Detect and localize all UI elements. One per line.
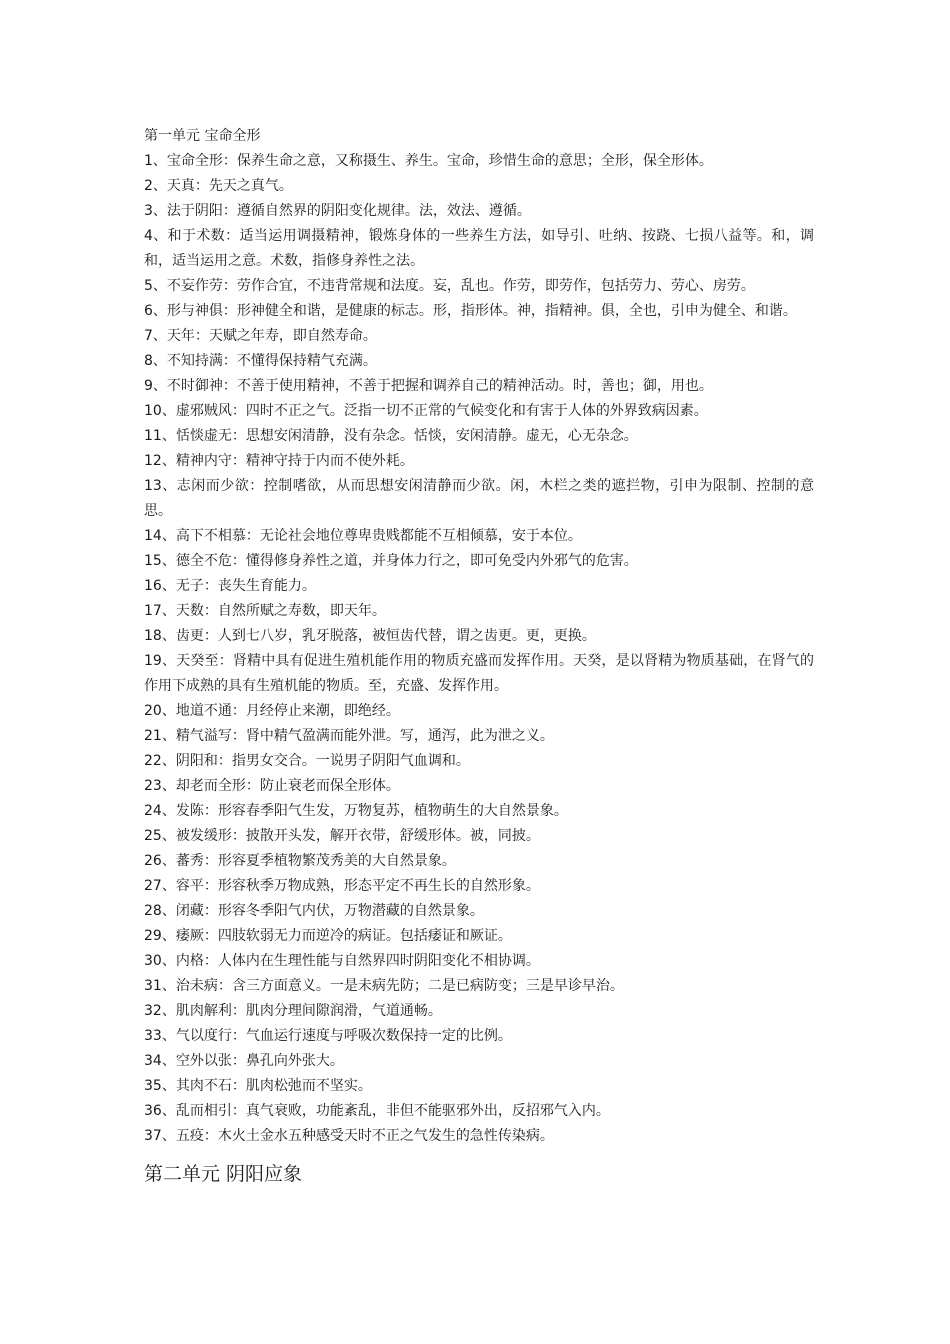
glossary-entry: 30、内格：人体内在生理性能与自然界四时阴阳变化不相协调。 bbox=[144, 953, 540, 969]
glossary-entry: 6、形与神俱：形神健全和谐，是健康的标志。形，指形体。神，指精神。俱，全也，引申为健全、和谐。 bbox=[144, 303, 797, 319]
glossary-entry: 22、阴阳和：指男女交合。一说男子阴阳气血调和。 bbox=[144, 753, 470, 769]
glossary-entry: 35、其肉不石：肌肉松弛而不坚实。 bbox=[144, 1078, 372, 1094]
glossary-entry: 4、和于术数：适当运用调摄精神，锻炼身体的一些养生方法，如导引、吐纳、按跷、七损八益等。和，调和，适当运用之意。术数，指修身养性之法。 bbox=[144, 228, 814, 269]
glossary-entry: 14、高下不相慕：无论社会地位尊卑贵贱都能不互相倾慕，安于本位。 bbox=[144, 528, 582, 544]
glossary-entry: 27、容平：形容秋季万物成熟，形态平定不再生长的自然形象。 bbox=[144, 878, 540, 894]
glossary-entry: 19、天癸至：肾精中具有促进生殖机能作用的物质充盛而发挥作用。天癸，是以肾精为物质基础，在肾气的作用下成熟的具有生殖机能的物质。至，充盛、发挥作用。 bbox=[144, 653, 814, 694]
glossary-entry: 10、虚邪贼风：四时不正之气。泛指一切不正常的气候变化和有害于人体的外界致病因素。 bbox=[144, 403, 708, 419]
glossary-entry: 21、精气溢写：肾中精气盈满而能外泄。写，通泻，此为泄之义。 bbox=[144, 728, 554, 744]
glossary-entry: 26、蕃秀：形容夏季植物繁茂秀美的大自然景象。 bbox=[144, 853, 456, 869]
glossary-entry: 12、精神内守：精神守持于内而不使外耗。 bbox=[144, 453, 414, 469]
glossary-entry: 9、不时御神：不善于使用精神，不善于把握和调养自己的精神活动。时，善也；御，用也。 bbox=[144, 378, 713, 394]
glossary-entry: 11、恬惔虚无：思想安闲清静，没有杂念。恬惔，安闲清静。虚无，心无杂念。 bbox=[144, 428, 638, 444]
glossary-entry: 34、空外以张：鼻孔向外张大。 bbox=[144, 1053, 344, 1069]
glossary-entry: 13、志闲而少欲：控制嗜欲，从而思想安闲清静而少欲。闲，木栏之类的遮拦物，引申为限制、控制的意思。 bbox=[144, 478, 814, 519]
glossary-entry: 7、天年：天赋之年寿，即自然寿命。 bbox=[144, 328, 377, 344]
glossary-entry: 36、乱而相引：真气衰败，功能紊乱，非但不能驱邪外出，反招邪气入内。 bbox=[144, 1103, 610, 1119]
document-page bbox=[144, 124, 814, 1189]
glossary-entry: 33、气以度行：气血运行速度与呼吸次数保持一定的比例。 bbox=[144, 1028, 512, 1044]
glossary-entry: 17、天数：自然所赋之寿数，即天年。 bbox=[144, 603, 386, 619]
glossary-entry: 8、不知持满：不懂得保持精气充满。 bbox=[144, 353, 377, 369]
glossary-entry: 1、宝命全形：保养生命之意，又称摄生、养生。宝命，珍惜生命的意思；全形，保全形体。 bbox=[144, 153, 713, 169]
glossary-entry: 24、发陈：形容春季阳气生发，万物复苏，植物萌生的大自然景象。 bbox=[144, 803, 568, 819]
unit-1-title: 第一单元 宝命全形 bbox=[144, 128, 261, 144]
glossary-entry: 32、肌肉解利：肌肉分理间隙润滑，气道通畅。 bbox=[144, 1003, 442, 1019]
glossary-entry: 18、齿更：人到七八岁，乳牙脱落，被恒齿代替，谓之齿更。更，更换。 bbox=[144, 628, 596, 644]
glossary-entry: 5、不妄作劳：劳作合宜，不违背常规和法度。妄，乱也。作劳，即劳作，包括劳力、劳心、房劳。 bbox=[144, 278, 755, 294]
glossary-entry: 25、被发缓形：披散开头发，解开衣带，舒缓形体。被，同披。 bbox=[144, 828, 540, 844]
glossary-entry: 28、闭藏：形容冬季阳气内伏，万物潜藏的自然景象。 bbox=[144, 903, 484, 919]
glossary-entry: 29、痿厥：四肢软弱无力而逆冷的病证。包括痿证和厥证。 bbox=[144, 928, 512, 944]
glossary-entry: 31、治未病：含三方面意义。一是未病先防；二是已病防变；三是早诊早治。 bbox=[144, 978, 624, 994]
glossary-list bbox=[144, 149, 814, 1149]
glossary-entry: 3、法于阴阳：遵循自然界的阴阳变化规律。法，效法、遵循。 bbox=[144, 203, 531, 219]
glossary-entry: 16、无子：丧失生育能力。 bbox=[144, 578, 316, 594]
glossary-entry: 2、天真：先天之真气。 bbox=[144, 178, 293, 194]
glossary-entry: 20、地道不通：月经停止来潮，即绝经。 bbox=[144, 703, 400, 719]
unit-2-title: 第二单元 阴阳应象 bbox=[144, 1163, 303, 1185]
glossary-entry: 15、德全不危：懂得修身养性之道，并身体力行之，即可免受内外邪气的危害。 bbox=[144, 553, 638, 569]
glossary-entry: 23、却老而全形：防止衰老而保全形体。 bbox=[144, 778, 400, 794]
glossary-entry: 37、五疫：木火土金水五种感受天时不正之气发生的急性传染病。 bbox=[144, 1128, 554, 1144]
